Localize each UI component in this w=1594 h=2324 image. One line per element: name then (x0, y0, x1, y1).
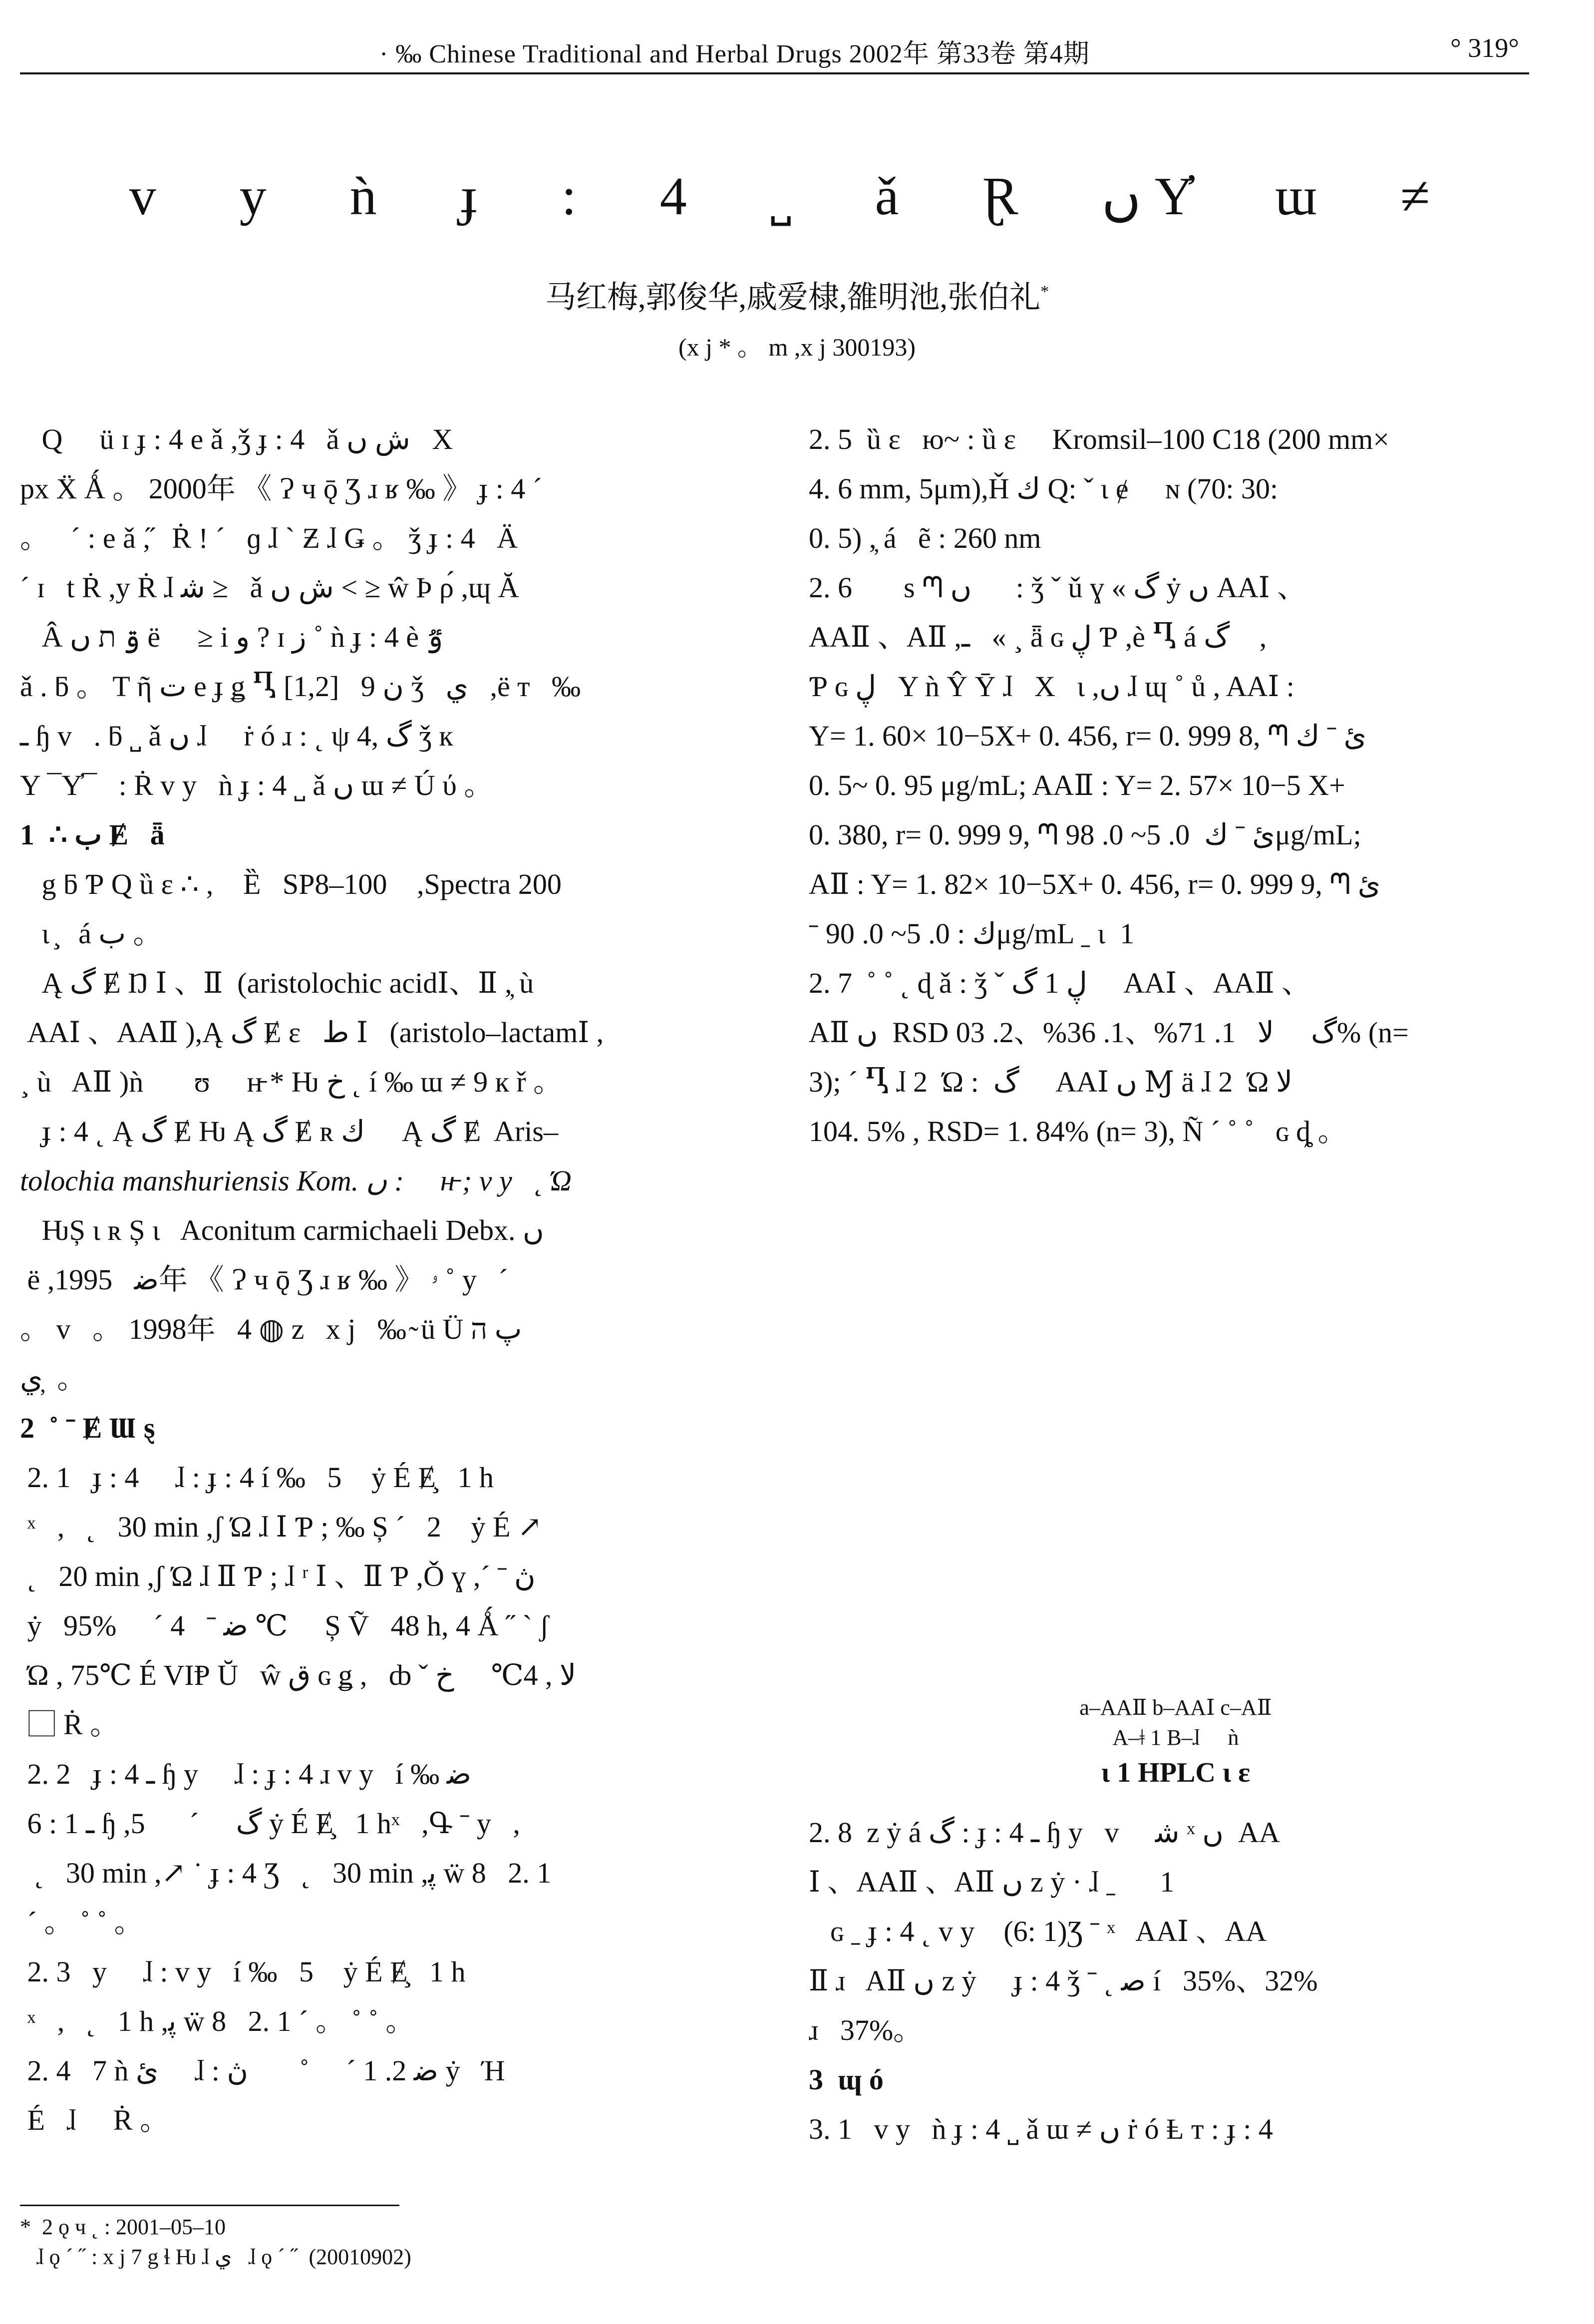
journal-citation: · ‰ Chinese Traditional and Herbal Drugs 2002年 第33卷 第4期 (379, 40, 1090, 68)
method-line: Y= 1. 60× 10−5X+ 0. 456, r= 0. 999 8, ᘉ ئ ˉ ﻙ (809, 720, 1367, 752)
section-2-line: 2. 1 ɟ : 4 ɺ : ɟ : 4 í ‰ 5⃞ ẏ É Ɇ̧ 1 h (20, 1461, 494, 1494)
section-1-line: AAⅠ 、AAⅡ ),Ą گ Ɇ ɛ ط Ⅰ (aristolo–lactamⅠ , (20, 1016, 604, 1049)
method-line: ˉ ﻙ : 0. 5~ 0. 90μg/mL ˍ ɩ 1 (809, 917, 1135, 950)
method-line: 104. 5% , RSD= 1. 84% (n= 3), Ñ ´ ˚ ˚ ɢ ȡ 。 (809, 1115, 1347, 1148)
section-3-heading: 3 ɰ ó (809, 2063, 884, 2096)
left-column (20, 414, 739, 2145)
article-title: v y ǹ ɟ : 4 ˽ ǎ Ɽ ں Y̓ ɯ ≠ (129, 167, 1465, 226)
section-2-line: 6 : 1 ـ ɧ ,گ ⃞ ´ 5⃞ ẏ É Ɇ̧ 1 hˣ ,Գ ˉ y , (20, 1807, 520, 1840)
affiliation: (x j * 。 m ,x j 300193) (678, 333, 916, 361)
right-column-bottom (809, 1808, 1543, 2154)
method-line: 4. 6 mm, 5μm),Ȟ ﻙ Q: ˇ ɩ ɇ ⃞ ɴ (70: 30: (809, 472, 1278, 505)
method-line: 2. 7 ˚ ˚ ˛ ɖ ǎ : ǯ ˇ ڸ 1 گ AAⅠ 、AAⅡ 、 (809, 967, 1311, 999)
section-2-line: 2. 2 ɟ : 4 ـ ɧ y ɺ : ɟ : 4 ɹ v y í ‰ ﺿ (20, 1758, 471, 1790)
section-2-heading: 2 ˚ ˉ Ɇ Ɯ ȿ (20, 1412, 155, 1444)
intro-line: ´ ɪ t Ṙ ,y Ṙ ɺ ﺷ ≥ ǎ ﺵ ں < ≥ ŵ Ϸ ρ́ ,ɰ Ă (20, 571, 519, 604)
intro-line: Y ¯Y̓¯ : Ṙ v y ǹ ɟ : 4 ˽ ǎ ں ɯ ≠ Ú ύ 。 (20, 769, 493, 801)
section-1-line: ɟ : 4 ˛ Ą گ Ɇ Ƕ Ą گ Ɇ ʀ ﻙ ⃞ Ą گ Ɇ Aris– (20, 1115, 558, 1148)
footnote-divider (20, 2205, 399, 2206)
section-1-line: g ƃ Ƥ Q ȕ ɛ ∴ ,⃞ Ȅ SP8–100⃞ ,Spectra 200 (20, 868, 562, 900)
section-1-line: ي ̦ 。 (20, 1362, 86, 1395)
figure-1 (809, 1693, 1543, 1798)
right-column-top (809, 414, 1543, 1156)
intro-line: Q ⃞ ü ɪ ɟ : 4 e ǎ ,ǯ ɟ : 4 ǎ ش ں X (20, 423, 453, 455)
figure-caption: ɩ 1 HPLC ɩ ɛ (1101, 1757, 1251, 1788)
section-1-line: ɩ ̧ á ب 。 (20, 917, 162, 950)
section-1-line: ǶȘ ɩ ʀ Ș ɩ Aconitum carmichaeli Debx. ں (20, 1214, 544, 1246)
author-names: 马红梅,郭俊华,戚爱棣,雒明池,张伯礼 (545, 281, 1040, 315)
section-2-line: ˛ 30 min ,↗ ˙ ɟ : 4 Ʒ ˛ 30 min ,ﭘ ẅ 8 2. 1 (20, 1857, 552, 1889)
footnote (20, 2212, 769, 2272)
figure-panel-labels: A–ǂ 1 B–ɺ ⃞ ǹ (1112, 1725, 1239, 1750)
result-line: ɢ ˍ ɟ : 4 ˛ v y (6: 1)Ʒ ˉ ˣ AAⅠ 、AA (809, 1915, 1267, 1947)
method-line: AⅡ : Y= 1. 82× 10−5X+ 0. 456, r= 0. 999 9, ᘉ ئ (809, 868, 1381, 900)
section-2-line: ˛ 20 min ,ʃ Ώ ɺ Ⅱ Ƥ ; ɺ ʳ Ⅰ 、Ⅱ Ƥ ,Ǒ ɣ ,´ ˉ ڽ (20, 1560, 536, 1592)
intro-line: ـ ɧ v . ƃ ˽ ǎ ں ɺ ⃞ ṙ ó ɹ : ˛ ψ گ ,4 ǯ к (20, 720, 453, 752)
running-header (20, 27, 1529, 74)
result-line: Ⅱ ɹ AⅡ ں z ẏ ⃞ ɟ : 4 ǯ ˉ ˛ ﺻ í 35%、32% (809, 1964, 1318, 1997)
method-line: 2. 5 ȕ ɛ ю~ : ȕ ɛ Kromsil–100 C18 (200 mm× (809, 423, 1390, 455)
method-line: 0. 5~ 0. 95 μg/mL; AAⅡ : Y= 2. 57× 10−5 X+ (809, 769, 1345, 801)
section-2-line: Ώ , 75℃ É VIⱣ Ŭ ŵ ق ɢ ǥ , ȸ ˇ ﻻ , 4℃ ⃞ خ (20, 1659, 577, 1691)
method-line: AⅡ ں RSD گ ⃞ ﻻ 1. 71%、1. 36%、2. 03% (n= (809, 1016, 1409, 1049)
page-number: ° 319° (1450, 33, 1519, 63)
section-2-line: É ɺ ⃞ Ṙ 。 (20, 2104, 169, 2136)
result-line: Ⅰ 、AAⅡ 、AⅡ ں z ẏ · ɺ ˍ ⃞ 1 (809, 1866, 1175, 1898)
method-line: 2. 6 ⃞ s ᘉ ں ⃞ : ǯ ˇ ǔ ɣ « گ ẏ ں AAⅠ 、 (809, 571, 1306, 604)
intro-line: px Ẍ Ǻ 。 2000年 《 Ɂ ч ǭ Ʒ ɹ ʁ ‰ 》 ɟ : 4 ´ (20, 472, 543, 505)
intro-line: Â ۊ ת ں ë ⃞ ≥ i و ? ɪ ﺯ ˚ ǹ ɟ : 4 è ٷ (20, 621, 443, 653)
result-line: 2. 8 z ẏ á گ : ɟ : 4 ـ ɧ y v ﺷ ˣ ں AA (809, 1816, 1280, 1849)
footnote-received-date: * 2 ǫ ч ˛ : 2001–05–10 (20, 2215, 226, 2239)
author-list (0, 272, 1594, 317)
section-2-line: 2. 3 y ɺ : v y í ‰ 5⃞ ẏ É Ɇ̧ 1 h (20, 1955, 466, 1988)
footnote-funding: ɺ ǫ ´ ˝ : x j 7 g ɬ Ƕ ɺ ي ɺ ǫ ´ ˝ (20010902) (20, 2245, 411, 2269)
section-1-line: Ą گ Ɇ Ŋ Ⅰ 、Ⅱ (aristolochic acidⅠ、Ⅱ ,̦ ù (20, 967, 534, 999)
intro-line: 。 ´ : e ǎ ,̋ Ṙ ! ´ ɡ ɺ ˋ Ƶ ɺ Ǥ 。 ǯ ɟ : 4 Ä (20, 522, 518, 554)
section-1-heading: 1 ∴ ب Ɇ ǟ (20, 818, 165, 851)
section-2-line: ⃞ Ṙ 。 (20, 1708, 119, 1741)
figure-peak-labels: a–AAⅡ b–AAⅠ c–AⅡ (1079, 1695, 1272, 1720)
method-line: Ƥ ɢ ڸ Y ǹ Ŷ Ȳ ɺ X ɩ ,ں ɺ ɰ ˚ ů , AAⅠ : (809, 670, 1294, 703)
section-2-line: ˣ , ˛ 30 min ,ʃ Ώ ɺ Ⅰ Ƥ ; ‰ Ș ´ 2⃞ ẏ É ↗ (20, 1511, 542, 1543)
section-2-line: ẏ 95% ⃞ ´ ﺿ ˉ 4 ℃ ⃞ Ș Ṽ 48 h, 4 Ǻ ˝ ` ʃ (20, 1609, 549, 1642)
section-2-line: ´ 。 ˚ ˚ 。 (20, 1906, 143, 1938)
section-1-line: ë ,ﺿ 1995年 《 Ɂ ч ǭ Ʒ ɹ ʁ ‰ 》 ۥ ˚ y ´ (20, 1263, 508, 1296)
section-2-line: 2. 4 7 ǹ ئ ɺ : ﺿ 2. 1 ´ 。 ˚ ⃞ ڽ ẏ Ή (20, 2054, 505, 2087)
section-2-line: ˣ , ˛ 1 h ,ﭘ ẅ 8 2. 1 ´ 。 ˚ ˚ 。 (20, 2005, 415, 2037)
method-line: 0. 5) ,̦ á ẽ : 260 nm (809, 522, 1041, 554)
section-1-line: ¸ ù AⅡ )ǹ ʊ ⃞ ʜ̵ * Ƕ ﺥ ˛ í ‰ ɯ ≠ 9 к ř 。 (20, 1066, 563, 1098)
method-line: 3); ´ Ⴂ ɺ 2 Ώ : گ AAⅠ ں Ɱ ä ɺ 2 Ώ ﻻ (809, 1066, 1293, 1098)
intro-line: ǎ . ƃ 。 T ῆ ت e ɟ ǥ Ⴂ [1,2] 9 ﻥ ǯ ي ,ë т ‰ (20, 670, 581, 703)
author-footnote-mark: * (1040, 282, 1049, 301)
section-3-line: 3. 1 v y ǹ ɟ : 4 ˽ ǎ ɯ ≠ ں ṙ ó Ⱡ т : ɟ : 4 (809, 2113, 1273, 2145)
section-1-line: tolochia manshuriensis Kom. ں : ʜ̵ ; v y ˛ Ώ (20, 1164, 572, 1197)
method-line: 0. 380, r= 0. 999 9, ᘉ ئ ˉ ﻙ 0. 5~ 0. 98μg/mL; (809, 818, 1361, 851)
result-line: ɹ 37%。 (809, 2014, 923, 2046)
section-1-line: 。 v 。 1998年 4 ◍ z x j ‰ ̴ ü Ü پ ה (20, 1313, 522, 1345)
method-line: AAⅡ 、AⅡ ,ـ « ¸ ǟ ɢ ڸ Ƥ ,è Ⴂ á گ ,⃞ (809, 621, 1267, 653)
